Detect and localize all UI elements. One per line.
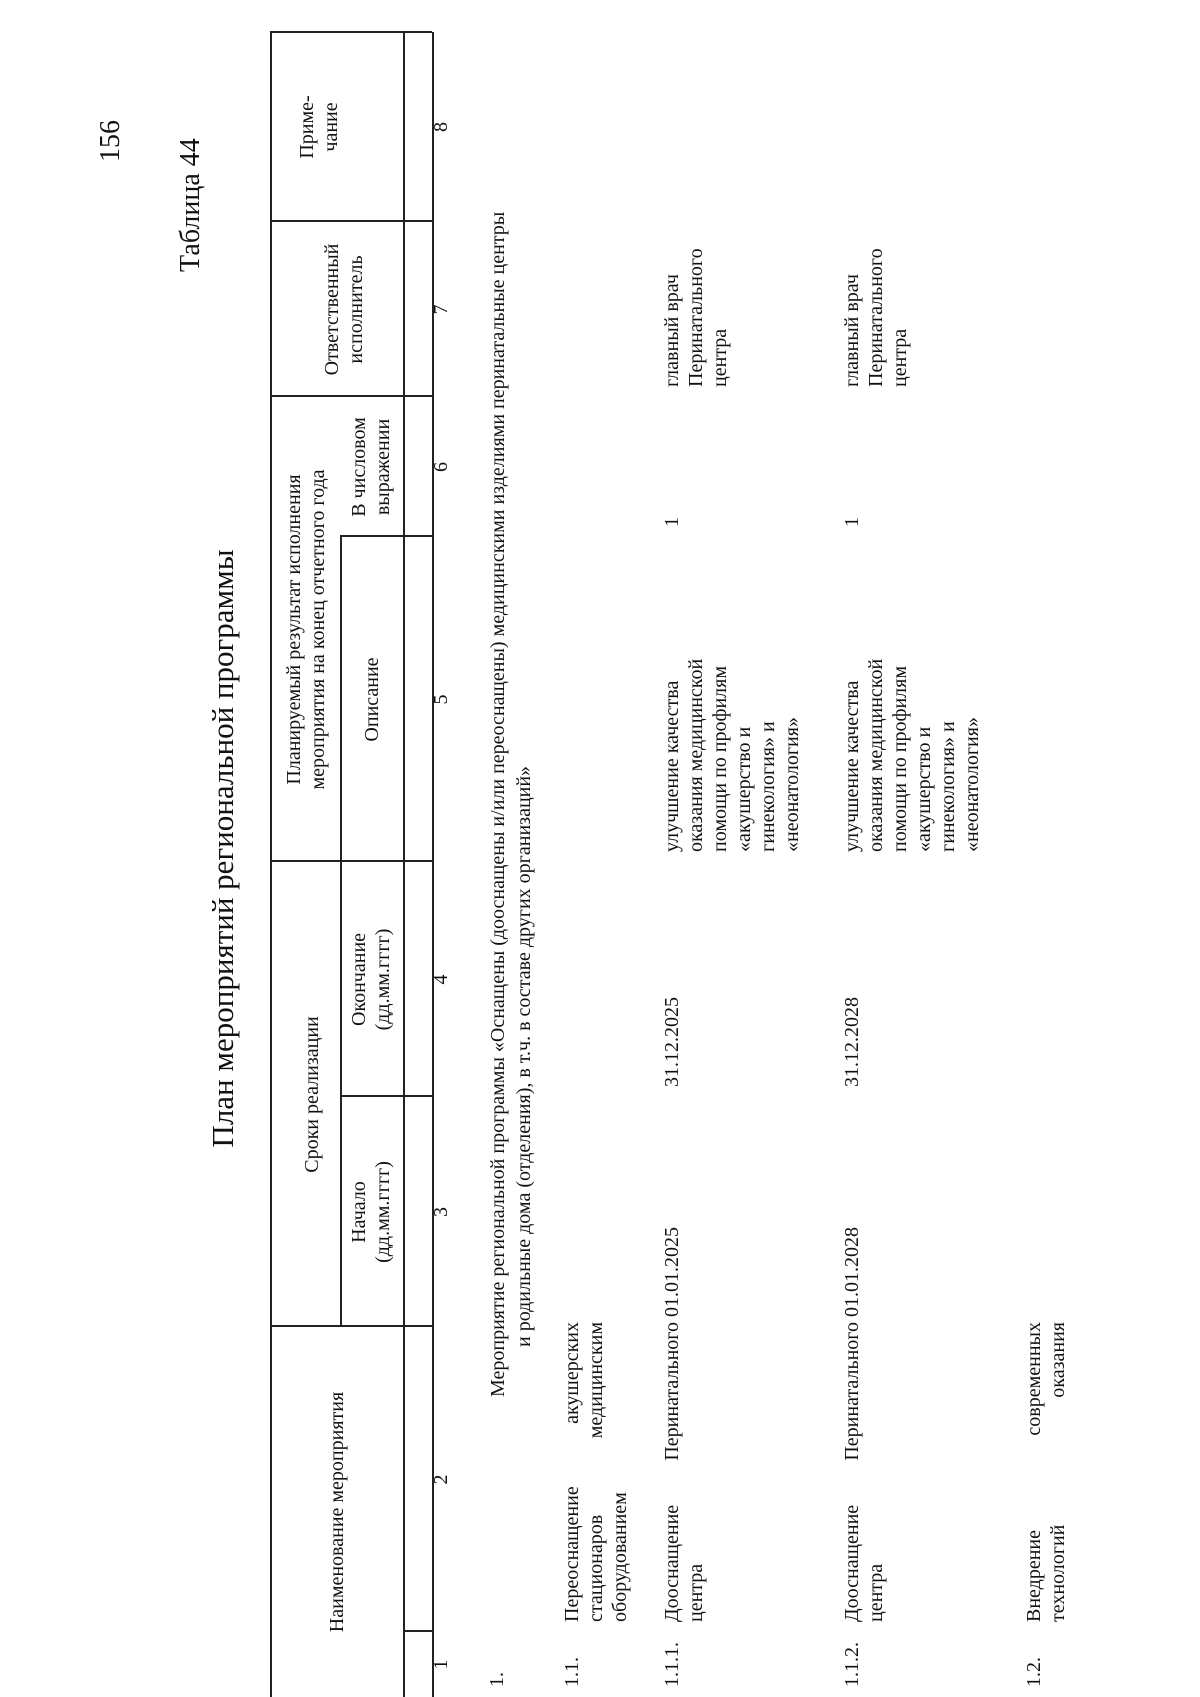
- row-1-1-1-name: Дооснащение Перинатального центра: [661, 1322, 707, 1622]
- header-start: Начало (дд.мм.гггг): [348, 1161, 394, 1263]
- row-1-1-1-start: 01.01.2025: [661, 1227, 683, 1317]
- column-number-8: 8: [430, 122, 452, 132]
- header-numeric: В числовом выражении: [348, 417, 394, 517]
- row-1-1-number: 1.1.: [561, 1657, 583, 1687]
- row-1-1-2-start: 01.01.2028: [841, 1227, 863, 1317]
- column-number-3: 3: [430, 1207, 452, 1217]
- table-top-border: [270, 32, 272, 1697]
- row-1-1-1-end: 31.12.2025: [661, 997, 683, 1087]
- section-1-text: Мероприятие региональной программы «Оснащены (дооснащены и/или переоснащены) медицинскими изделиями перинатальные центры и родильные дома (отделения), в т.ч. в составе других организаций»: [487, 211, 535, 1397]
- row-1-1-2-value: 1: [841, 517, 863, 527]
- row-1-1-2-responsible: главный врач Перинатального центра: [841, 248, 911, 387]
- row-1-1-1-value: 1: [661, 517, 683, 527]
- header-note: Приме- чание: [296, 95, 342, 159]
- subheader-line: [340, 537, 342, 1327]
- row-1-2-number: 1.2.: [1023, 1657, 1045, 1687]
- header-description: Описание: [361, 657, 383, 742]
- page-number: 156: [95, 120, 126, 162]
- column-number-5: 5: [430, 694, 452, 705]
- section-1-number: 1.: [486, 1672, 508, 1687]
- row-1-1-1-responsible: главный врач Перинатального центра: [661, 248, 731, 387]
- row-1-1-name: Переоснащение акушерских стационаров медицинским оборудованием: [561, 1322, 631, 1622]
- column-number-2: 2: [430, 1474, 452, 1485]
- col-divider-1: [403, 1631, 432, 1633]
- row-1-1-1-description: улучшение качества оказания медицинской помощи по профилям «акушерство и гинекология» и «неонатология»: [661, 658, 803, 852]
- header-planned-result: Планируемый результат исполнения мероприятия на конец отчетного года: [283, 469, 329, 790]
- header-responsible: Ответственный исполнитель: [321, 243, 367, 376]
- page-title: План мероприятий региональной программы: [205, 549, 240, 1148]
- table-label: Таблица 44: [175, 138, 206, 272]
- column-number-4: 4: [430, 974, 452, 985]
- column-number-7: 7: [430, 304, 452, 315]
- header-bottom-border: [403, 32, 405, 1697]
- column-number-1: 1: [430, 1659, 452, 1670]
- header-name: Наименование мероприятия: [326, 1391, 348, 1633]
- row-1-1-2-name: Дооснащение Перинатального центра: [841, 1322, 887, 1622]
- row-1-2-name: Внедрение современных технологий оказания: [1023, 1322, 1069, 1622]
- row-1-1-2-number: 1.1.2.: [841, 1642, 863, 1687]
- header-terms: Сроки реализации: [301, 1016, 323, 1173]
- row-1-1-2-description: улучшение качества оказания медицинской помощи по профилям «акушерство и гинекология» и «неонатология»: [841, 658, 983, 852]
- header-end: Окончание (дд.мм.гггг): [348, 928, 394, 1031]
- row-1-1-1-number: 1.1.1.: [661, 1642, 683, 1687]
- row-1-1-2-end: 31.12.2028: [841, 997, 863, 1087]
- column-number-6: 6: [430, 462, 452, 472]
